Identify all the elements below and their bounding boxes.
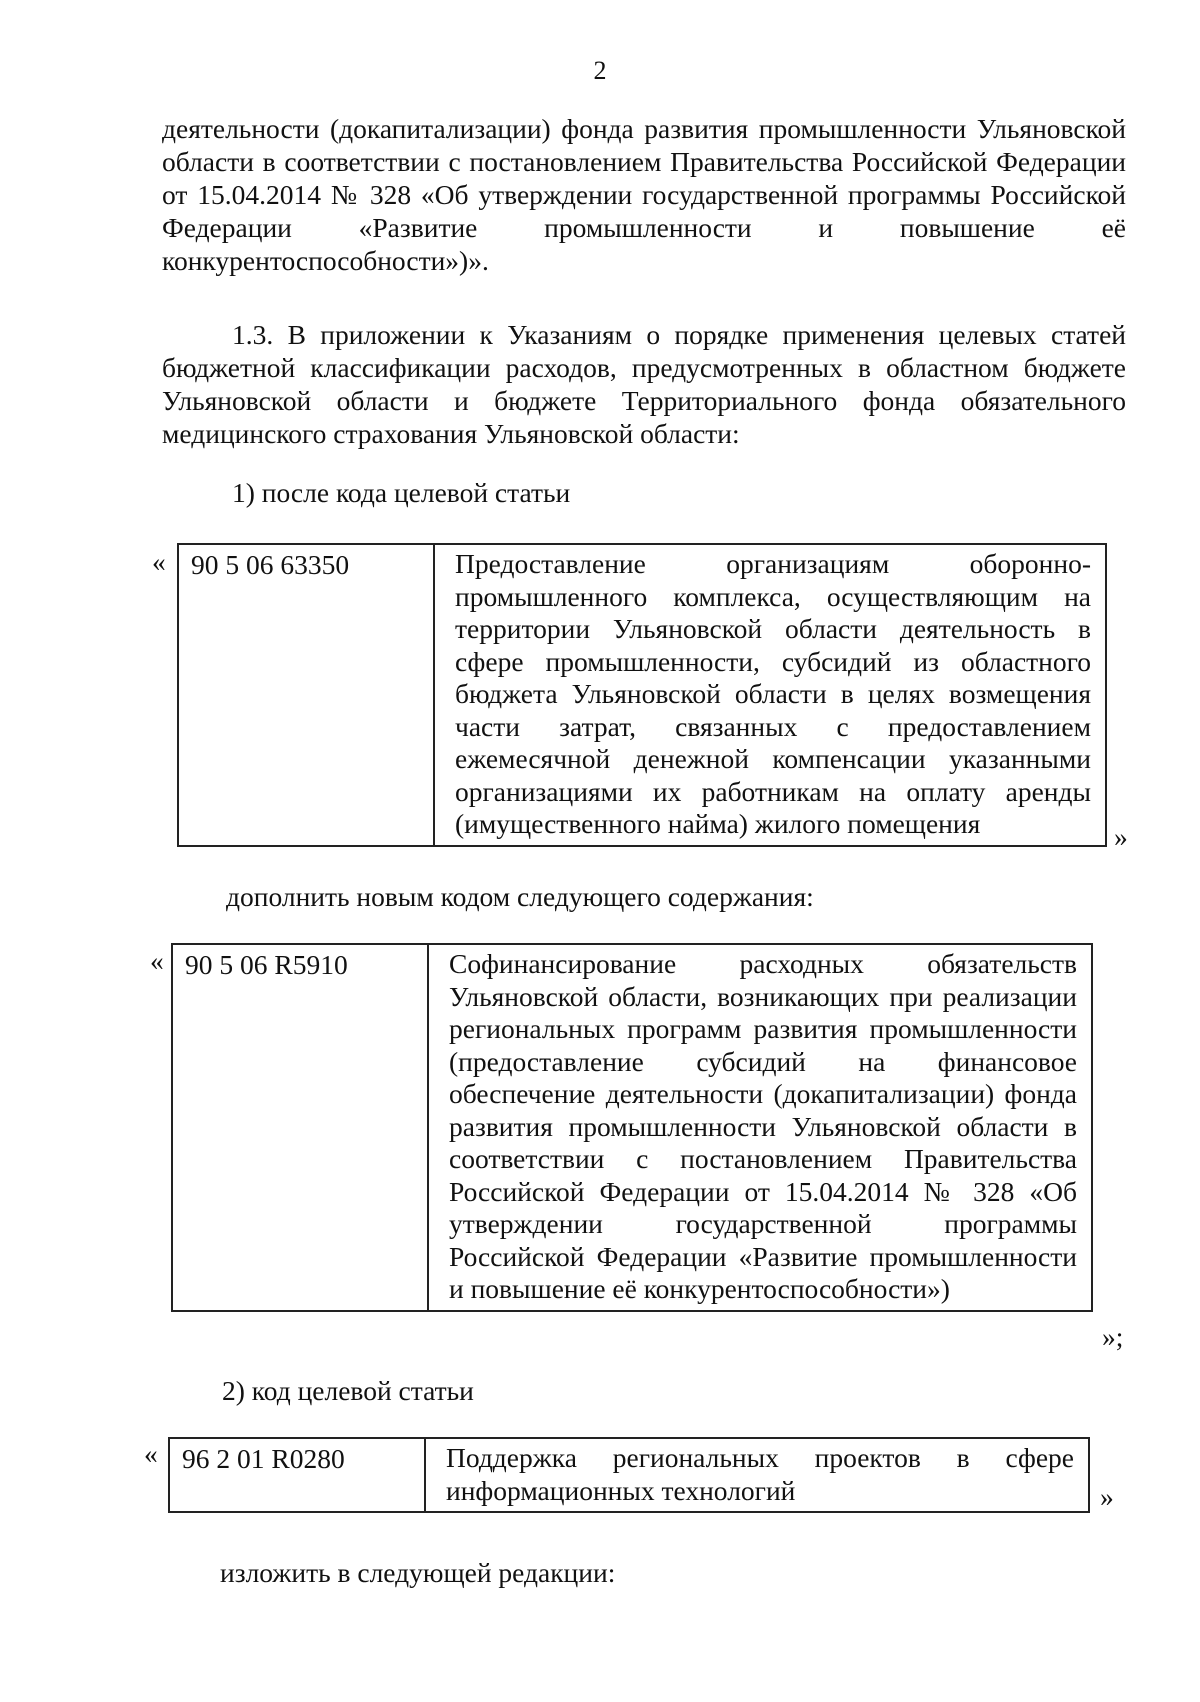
description-text: Поддержка региональных проектов в сфере: [446, 1442, 1074, 1473]
edit-text: изложить в следующей редакции:: [220, 1557, 616, 1588]
target-code: 90 5 06 R5910: [172, 944, 428, 1311]
description-text: Софинансирование расходных обязательств Ульяновской области, возникающих при реализации региональных программ развития промышленности (предоставление субсидий на финансовое обеспечение деятельности (докапитализации) фонда развития промышленности Ульяновской области в соответствии с постановлением Правительства Российской Федерации от 15.04.2014 № 328 «Об утверждении государственной программы Российской Федерации «Развитие промышленности: [449, 948, 1077, 1272]
item-1-heading: 1) после кода целевой статьи: [232, 477, 571, 508]
close-quote: »: [1100, 1481, 1114, 1512]
table-row: [172, 944, 1092, 1311]
description-last-line: информационных технологий: [446, 1474, 796, 1506]
table-row: [178, 544, 1106, 846]
open-quote: «: [150, 945, 164, 976]
target-code: 96 2 01 R0280: [169, 1438, 425, 1512]
table-row: [169, 1438, 1089, 1512]
addition-text: дополнить новым кодом следующего содержания:: [226, 881, 814, 912]
page-number: 2: [593, 56, 607, 85]
code-table-R0280: [168, 1437, 1090, 1513]
code-table-63350: [177, 543, 1107, 847]
description-text: Предоставление организациям оборонно-промышленного комплекса, осуществляющим на территории Ульяновской области деятельность в сфере промышленности, субсидий из областного бюджета Ульяновской области в целях возмещения части затрат, связанных с предоставлением ежемесячной денежной компенсации указанными организациями их работникам на оплату аренды: [455, 548, 1091, 807]
target-description: [425, 1438, 1089, 1512]
target-description: [434, 544, 1106, 846]
paragraph-1-3: 1.3. В приложении к Указаниям о порядке применения целевых статей бюджетной классификации расходов, предусмотренных в областном бюджете Ульяновской области и бюджете Территориального фонда обязательного медицинского страхования Ульяновской области:: [162, 319, 1126, 449]
open-quote: «: [144, 1438, 158, 1469]
target-description: [428, 944, 1092, 1311]
code-table-R5910: [171, 943, 1093, 1312]
close-quote: »: [1114, 821, 1128, 852]
description-last-line: и повышение её конкурентоспособности»): [449, 1273, 950, 1304]
close-quote-semicolon: »;: [1102, 1321, 1124, 1352]
open-quote: «: [152, 546, 166, 577]
item-2-heading: 2) код целевой статьи: [222, 1375, 474, 1406]
description-last-line: (имущественного найма) жилого помещения: [455, 808, 981, 839]
target-code: 90 5 06 63350: [178, 544, 434, 846]
paragraph-continuation: деятельности (докапитализации) фонда развития промышленности Ульяновской области в соответствии с постановлением Правительства Российской Федерации от 15.04.2014 № 328 «Об утверждении государственной программы Российской Федерации «Развитие промышленности и повышение её конкурентоспособности»)».: [162, 113, 1126, 276]
